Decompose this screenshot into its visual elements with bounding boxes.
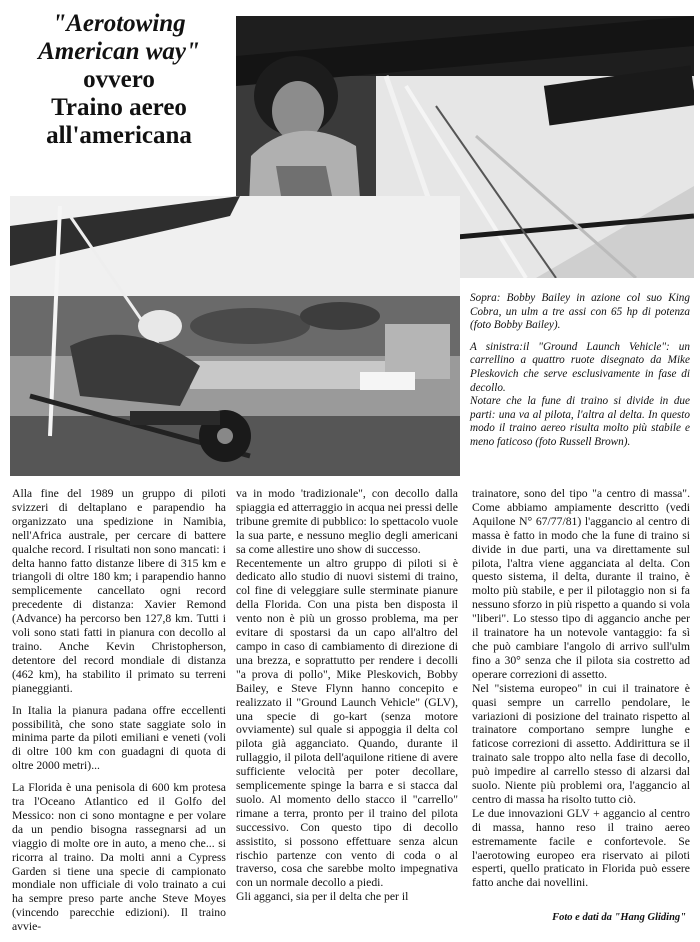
article-headline <box>8 10 230 150</box>
text-column-2 <box>236 487 458 912</box>
headline-line-5: all'americana <box>46 122 192 149</box>
text-column-1 <box>12 487 226 942</box>
paragraph: Alla fine del 1989 un gruppo di piloti svizzeri di deltaplano e parapendio ha organizzato una spedizione in Namibia, nell'Africa australe, per cercare di battere qualche record. I risultati non sono mancati: i delta hanno fatto distanze libere di 315 km e triangoli di oltre 180 km; i parapendio hanno semplicemente cancellato ogni record precedente di distanza: Xavier Remond (Advance) ha percorso ben 127,8 km. Tutti i voli sono stati fatti in pianura con decollo al traino. Anche Kevin Christopherson, detentore del record mondiale di distanza (462 km), ha stabilito il primato su terreni pianeggianti. <box>12 487 226 695</box>
paragraph: Recentemente un altro gruppo di piloti si è dedicato allo studio di nuovi sistemi di traino, col fine di veleggiare sulle sterminate pianure della Florida. Con una pista ben disposta il vento non è più un grosso problema, ma per evitare di spostarsi da un capo all'altro del campo in caso di cambiamento di direzione di una brezza, e soprattutto per rendere i decolli "a prova di pollo", Mike Pleskovich, Bobby Bailey, e Steve Flynn hanno concepito e realizzato il "Ground Launch Vehicle" (GLV), una specie di go-kart (senza motore ovviamente) sul quale si appoggia il delta col pilota già agganciato. Quando, durante il rullaggio, il pilota dell'aquilone ritiene di avere sufficiente velocità per poter decollare, semplicemente spinge la barra e si stacca dal suolo. Al momento dello stacco il "carrello" rimane a terra, pronto per il traino del pilota successivo. Con questo tipo di decollo assistito, si possono effettuare senza alcun rischio partenze con vento di coda o al traverso, cosa che sarebbe molto impegnativa con un normale decollo a piedi. <box>236 556 458 890</box>
caption-note: Notare che la fune di traino si divide in due parti: una va al pilota, l'altra al delta. In questo modo il traino aereo risulta molto più stabile e meno faticoso (foto Russell Brown). <box>470 395 690 448</box>
headline-line-1: "Aerotowing <box>52 10 186 37</box>
caption-left-photo: A sinistra:il "Ground Launch Vehicle": un carrellino a quattro ruote disegnato da Mike Pleskovich che serve esclusivamente in fase di decollo. <box>470 340 690 394</box>
paragraph: trainatore, sono del tipo "a centro di massa". Come abbiamo ampiamente descritto (vedi Aquilone N° 67/77/81) l'aggancio al centro di massa è fatto in modo che la fune di traino si divide in due parti, una va direttamente sul pilota, l'altra viene agganciata al delta. Con questo sistema, il delta, durante il traino, è molto più stabile, e per il pilotaggio non si fa nessuno sforzo in più rispetto a quando si vola "liberi". Lo stesso tipo di aggancio anche per il trainatore ha un notevole vantaggio: fa sì che può cambiare l'angolo di arrivo sull'ulm fino a 30° senza che il pilota sia costretto ad operare correzioni di assetto. <box>472 487 690 681</box>
headline-line-3: ovvero <box>83 66 155 93</box>
headline-line-4: Traino aereo <box>51 94 187 121</box>
photo-credit: Foto e dati da "Hang Gliding" <box>552 912 686 923</box>
photo-captions <box>470 292 690 458</box>
caption-top-photo: Sopra: Bobby Bailey in azione col suo King Cobra, un ulm a tre assi con 65 hp di potenza (foto Bobby Bailey). <box>470 292 690 332</box>
paragraph: In Italia la pianura padana offre eccellenti possibilità, che sono state saggiate solo in minima parte da piloti emiliani e veneti (voli di oltre 100 km con guadagni di quota di oltre 2000 metri)... <box>12 703 226 773</box>
headline-line-2: American way" <box>38 38 200 65</box>
text-column-3 <box>472 487 690 898</box>
paragraph: Nel "sistema europeo" in cui il trainatore è quasi sempre un carrello pendolare, le variazioni di posizione del trainato rispetto al trainatore comportano sempre lunghe e faticose correzioni di assetto. Addirittura se il trainato sale troppo alto nella fase di decollo, può impedire al carrello stesso di alzarsi dal suolo. Niente più problemi ora, l'aggancio al centro di massa ha risolto tutto ciò. <box>472 681 690 806</box>
paragraph: Le due innovazioni GLV + aggancio al centro di massa, hanno reso il traino aereo estremamente facile e confortevole. Se l'aerotowing europeo era riservato ai piloti esperti, quello praticato in Florida può essere fatto anche dai novellini. <box>472 806 690 890</box>
photo-ground-launch-vehicle <box>10 196 460 476</box>
paragraph: Gli agganci, sia per il delta che per il <box>236 890 409 904</box>
paragraph: va in modo 'tradizionale", con decollo dalla spiaggia ed atterraggio in acqua nei pressi delle tribune gremite di pubblico: lo spettacolo vuole la sua parte, e nessuno meglio degli americani sa come allestire uno show di successo. <box>236 487 459 556</box>
paragraph: La Florida è una penisola di 600 km protesa tra l'Oceano Atlantico ed il Golfo del Messico: non ci sono montagne e per volare da un pendio bisogna rassegnarsi ad un viaggio di molte ore in auto, a meno che... si ricorra al traino. Da molti anni a Cypress Garden si tiene una specie di campionato mondiale non ufficiale di volo trainato a cui ha sempre preso parte anche Steve Moyes (vincendo parecchie edizioni). Il traino avvie- <box>12 781 226 934</box>
